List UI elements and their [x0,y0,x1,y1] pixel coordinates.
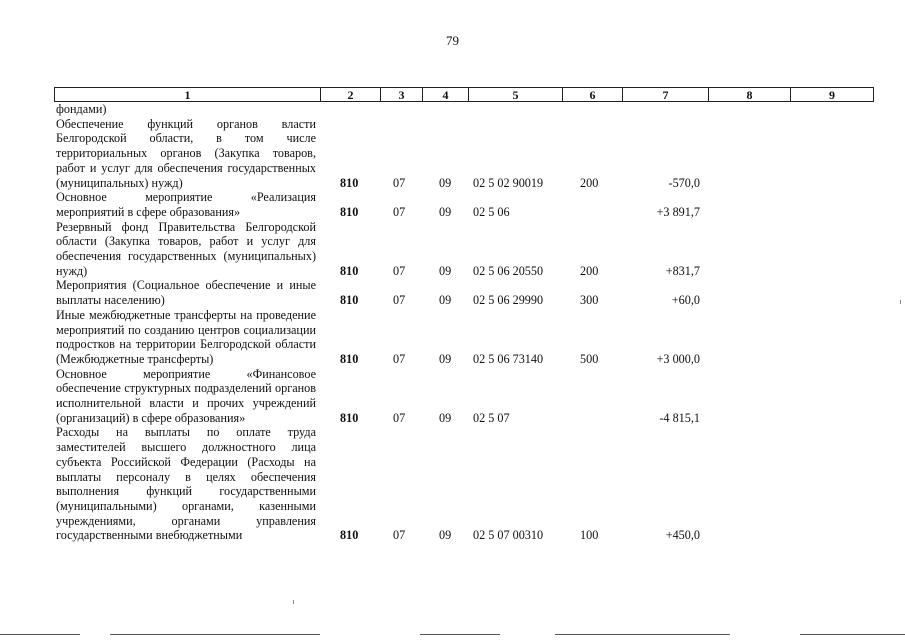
cell-ministry: 810 [340,204,359,219]
cell-section: 07 [393,204,406,219]
cell-section: 07 [393,351,406,366]
cell-ministry: 810 [340,293,359,308]
scan-artifact-mark [900,300,901,304]
header-col-5: 5 [469,88,563,101]
cell-expense-type: 200 [580,263,599,278]
header-col-7: 7 [623,88,709,101]
table-row [56,117,856,191]
cell-target-code: 02 5 06 29990 [473,293,544,308]
cell-ministry: 810 [340,263,359,278]
cell-expense-type: 500 [580,351,599,366]
table-body [56,102,856,543]
cell-target-code: 02 5 06 20550 [473,263,544,278]
cell-subsection: 09 [439,175,452,190]
header-col-8: 8 [709,88,791,101]
row-description: Основное мероприятие «Реализация мероприятий в сфере образования» [56,190,316,219]
cell-section: 07 [393,293,406,308]
row-description: Основное мероприятие «Финансовое обеспечение структурных подразделений органов исполнительной власти и прочих учреждений (организаций) в сфере образования» [56,366,316,425]
cell-expense-type: 200 [580,175,599,190]
cell-section: 07 [393,410,406,425]
scan-artifact-line [800,634,905,635]
cell-amount: -4 815,1 [659,410,700,425]
cell-target-code: 02 5 06 [473,204,510,219]
cell-section: 07 [393,175,406,190]
row-description: Резервный фонд Правительства Белгородской области (Закупка товаров, работ и услуг для обеспечения государственных (муниципальных) нужд) [56,219,316,278]
cell-subsection: 09 [439,528,452,543]
cell-amount: -570,0 [668,175,700,190]
cell-ministry: 810 [340,351,359,366]
header-col-2: 2 [321,88,381,101]
cell-target-code: 02 5 07 00310 [473,528,544,543]
header-col-3: 3 [381,88,423,101]
cell-subsection: 09 [439,410,452,425]
cell-amount: +60,0 [671,293,700,308]
table-row [56,367,856,426]
cell-ministry: 810 [340,175,359,190]
cell-target-code: 02 5 06 73140 [473,351,544,366]
row-description: фондами) [56,102,107,116]
cell-expense-type: 100 [580,528,599,543]
cell-section: 07 [393,528,406,543]
cell-subsection: 09 [439,204,452,219]
cell-amount: +3 891,7 [656,204,700,219]
cell-subsection: 09 [439,263,452,278]
row-description: Мероприятия (Социальное обеспечение и иные выплаты населению) [56,278,316,308]
cell-amount: +831,7 [665,263,700,278]
header-col-9: 9 [829,88,835,102]
header-col-6: 6 [563,88,623,101]
cell-target-code: 02 5 07 [473,410,510,425]
table-row [56,425,856,543]
scan-artifact-line [420,634,500,635]
scan-artifact-line [555,634,730,635]
scan-artifact-line [110,634,320,635]
cell-ministry: 810 [340,528,359,543]
page-number: 79 [446,33,459,48]
cell-target-code: 02 5 02 90019 [473,175,544,190]
cell-subsection: 09 [439,351,452,366]
cell-expense-type: 300 [580,293,599,308]
cell-amount: +3 000,0 [656,351,700,366]
header-col-4: 4 [423,88,469,101]
cell-section: 07 [393,263,406,278]
table-header [54,87,874,102]
cell-ministry: 810 [340,410,359,425]
table-row [56,190,856,219]
row-description: Иные межбюджетные трансферты на проведение мероприятий по созданию центров социализации подростков на территории Белгородской области (Межбюджетные трансферты) [56,307,316,366]
scan-artifact-line [0,634,80,635]
table-row [56,220,856,279]
row-description: Обеспечение функций органов власти Белгородской области, в том числе территориальных органов (Закупка товаров, работ и услуг для обеспечения государственных (муниципальных) нужд) [56,116,316,190]
cell-amount: +450,0 [665,528,700,543]
scan-artifact-mark [293,600,294,604]
table-row [56,102,856,117]
row-description: Расходы на выплаты по оплате труда заместителей высшего должностного лица субъекта Российской Федерации (Расходы на выплаты персоналу в целях обеспечения выполнения функций государственными (муниципальными) органами, казенными учреждениями, органами управления государственными внебюджетными [56,425,316,543]
table-row [56,308,856,367]
cell-subsection: 09 [439,293,452,308]
table-row [56,278,856,307]
header-col-1: 1 [55,88,321,101]
